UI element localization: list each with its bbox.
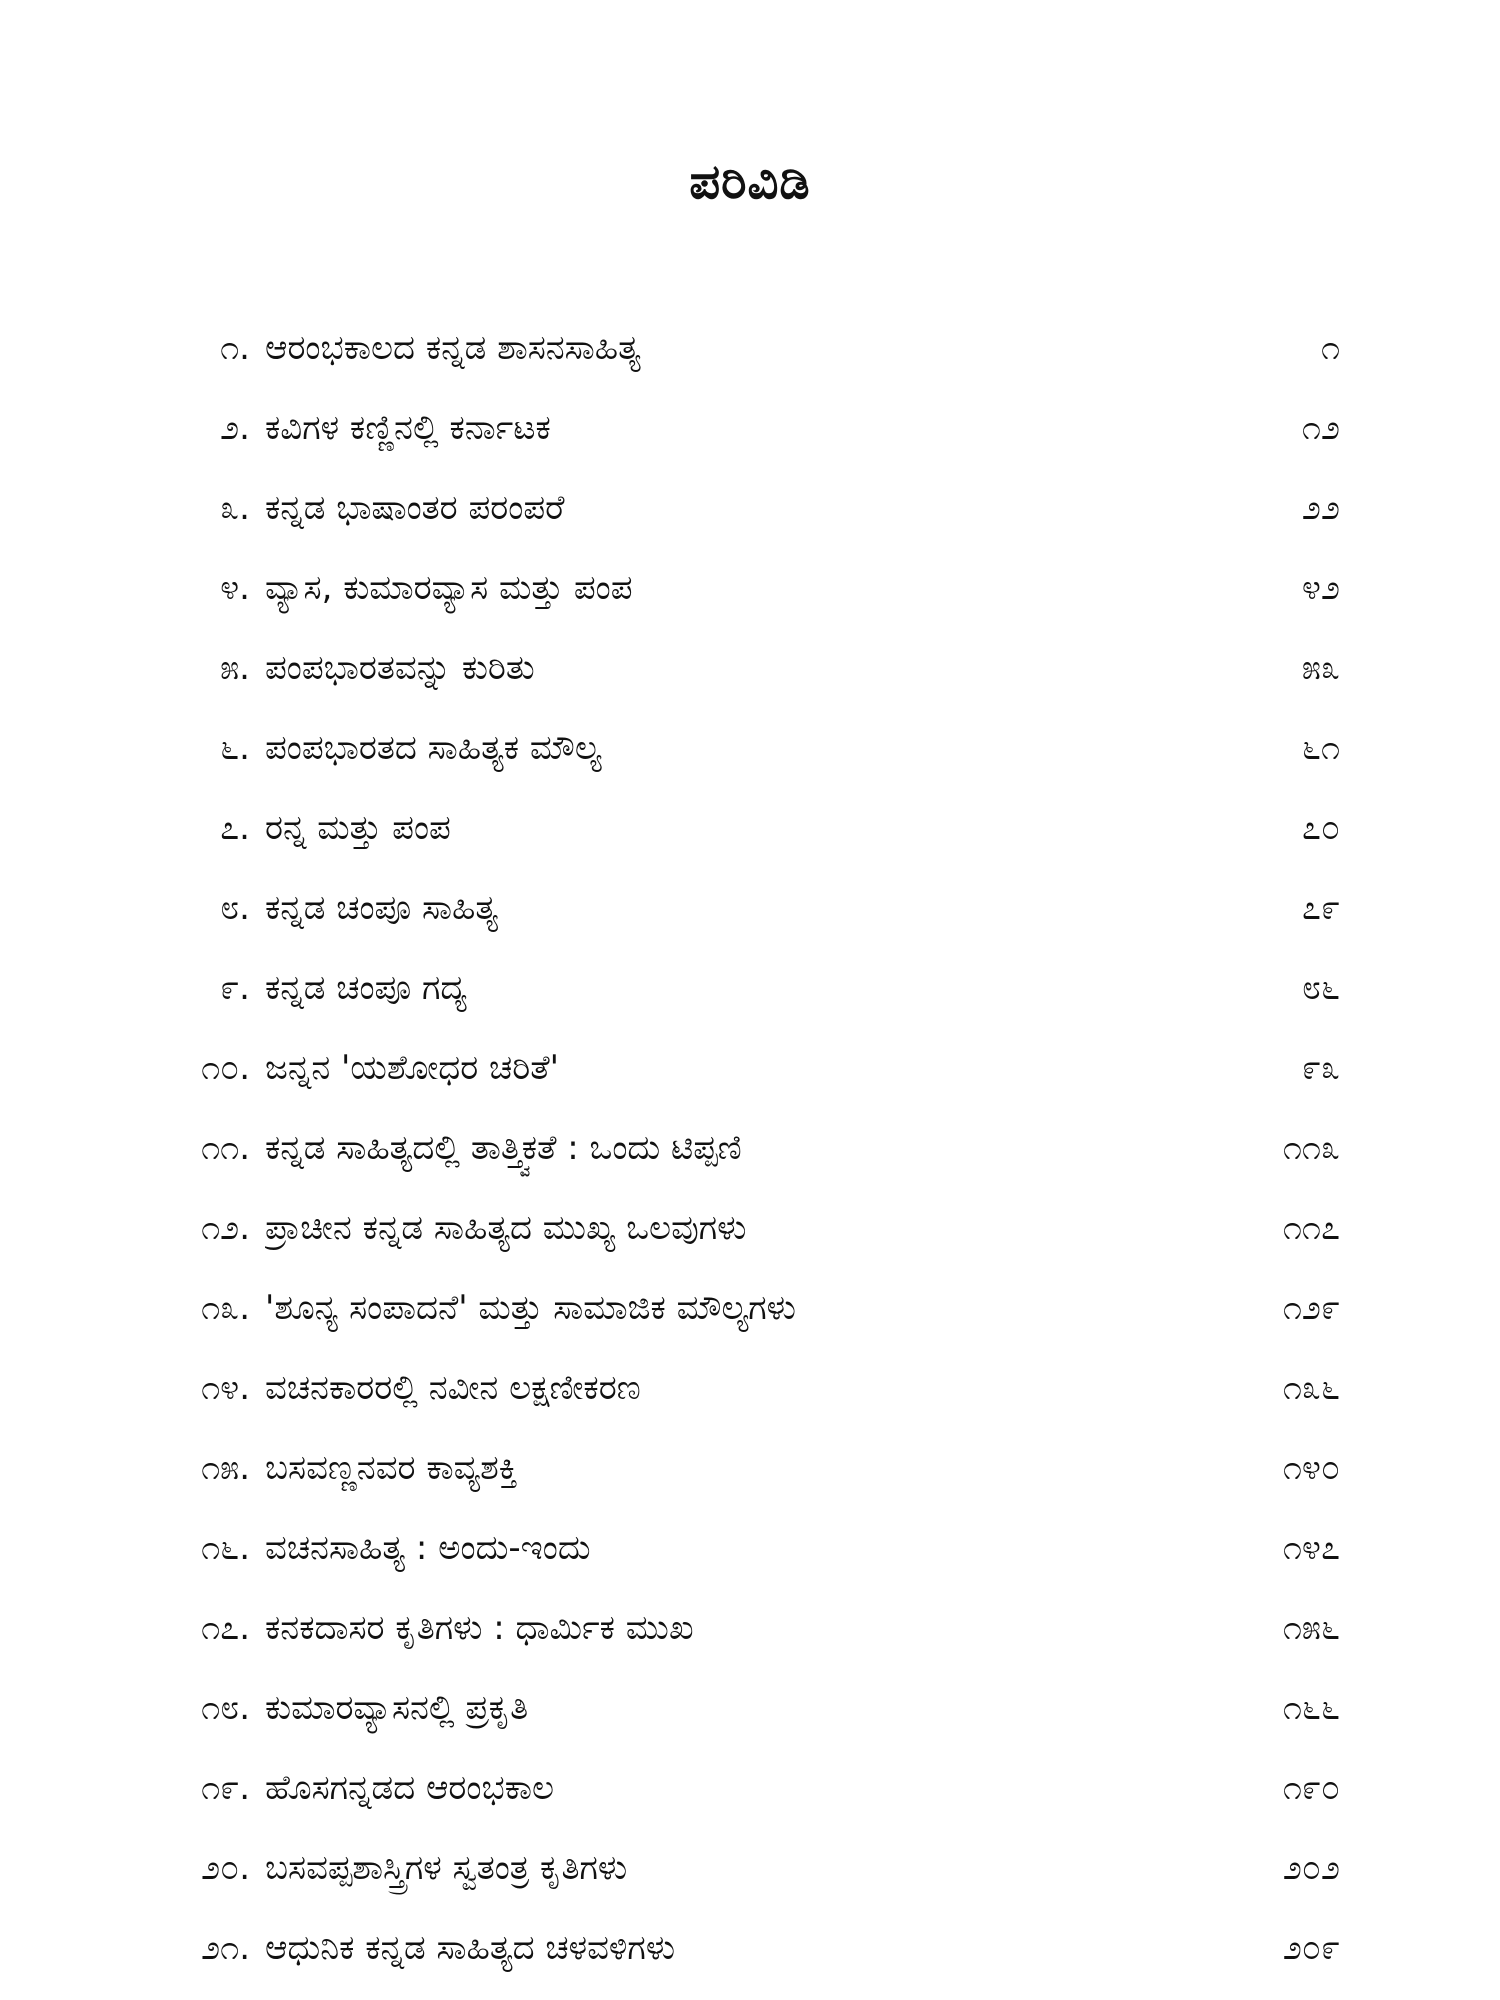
toc-entry-page: ೫೩ — [1301, 648, 1340, 688]
toc-entry-title: ಕವಿಗಳ ಕಣ್ಣಿನಲ್ಲಿ ಕರ್ನಾಟಕ — [265, 408, 551, 448]
toc-entry-title: ವಚನಕಾರರಲ್ಲಿ ನವೀನ ಲಕ್ಷಣೀಕರಣ — [265, 1368, 641, 1408]
toc-entry-number: ೨೦. — [201, 1848, 250, 1888]
toc-entry-page: ೨೦೯ — [1282, 1928, 1340, 1968]
toc-entry-number: ೨೧. — [201, 1928, 250, 1968]
toc-entry-page: ೧೪೭ — [1282, 1528, 1340, 1568]
toc-entry — [0, 1028, 1500, 1108]
toc-entry-number: ೧೩. — [201, 1288, 250, 1328]
toc-entry-number: ೧೯. — [201, 1768, 250, 1808]
toc-entry-page: ೭೦ — [1301, 808, 1340, 848]
toc-entry — [0, 1428, 1500, 1508]
toc-entry — [0, 1508, 1500, 1588]
toc-entry — [0, 628, 1500, 708]
toc-entry-number: ೬. — [220, 728, 250, 768]
toc-entry-page: ೧೯೦ — [1282, 1768, 1340, 1808]
toc-entry-number: ೯. — [220, 968, 250, 1008]
toc-entry-number: ೧೪. — [201, 1368, 250, 1408]
table-of-contents — [0, 308, 1500, 1988]
toc-entry — [0, 948, 1500, 1028]
toc-entry-number: ೧೮. — [201, 1688, 250, 1728]
toc-entry-page: ೨೨ — [1301, 488, 1340, 528]
toc-entry-number: ೧೭. — [201, 1608, 250, 1648]
toc-entry-title: ಪಂಪಭಾರತವನ್ನು ಕುರಿತು — [265, 648, 535, 688]
toc-entry-page: ೧೧೩ — [1282, 1128, 1340, 1168]
toc-entry-title: ವ್ಯಾಸ, ಕುಮಾರವ್ಯಾಸ ಮತ್ತು ಪಂಪ — [265, 568, 633, 608]
toc-entry — [0, 548, 1500, 628]
toc-entry-title: ಕನ್ನಡ ಚಂಪೂ ಗದ್ಯ — [265, 968, 468, 1008]
toc-entry-number: ೨. — [220, 408, 250, 448]
toc-entry — [0, 1268, 1500, 1348]
toc-entry-title: ಬಸವಪ್ಪಶಾಸ್ತ್ರಿಗಳ ಸ್ವತಂತ್ರ ಕೃತಿಗಳು — [265, 1848, 628, 1888]
toc-entry — [0, 468, 1500, 548]
toc-entry-title: ಪಂಪಭಾರತದ ಸಾಹಿತ್ಯಕ ಮೌಲ್ಯ — [265, 728, 602, 768]
toc-entry-page: ೧೩೬ — [1282, 1368, 1340, 1408]
toc-entry-title: 'ಶೂನ್ಯ ಸಂಪಾದನೆ' ಮತ್ತು ಸಾಮಾಜಿಕ ಮೌಲ್ಯಗಳು — [265, 1288, 796, 1328]
toc-entry-title: ಕನ್ನಡ ಭಾಷಾಂತರ ಪರಂಪರೆ — [265, 488, 565, 528]
toc-entry-number: ೩. — [220, 488, 250, 528]
toc-entry-page: ೧೪೦ — [1282, 1448, 1340, 1488]
toc-entry-page: ೧೨ — [1301, 408, 1340, 448]
toc-entry-number: ೧೧. — [201, 1128, 250, 1168]
toc-entry-number: ೧. — [220, 328, 250, 368]
toc-entry-title: ಬಸವಣ್ಣನವರ ಕಾವ್ಯಶಕ್ತಿ — [265, 1448, 518, 1488]
toc-entry-number: ೧೦. — [201, 1048, 250, 1088]
page-title: ಪರಿವಿಡಿ — [689, 154, 811, 210]
toc-entry-title: ಆಧುನಿಕ ಕನ್ನಡ ಸಾಹಿತ್ಯದ ಚಳವಳಿಗಳು — [265, 1928, 676, 1968]
toc-entry-page: ೪೨ — [1301, 568, 1340, 608]
toc-entry — [0, 1828, 1500, 1908]
toc-entry — [0, 708, 1500, 788]
toc-entry-page: ೧ — [1320, 328, 1340, 368]
toc-entry — [0, 1908, 1500, 1988]
toc-entry-page: ೯೩ — [1301, 1048, 1340, 1088]
toc-entry-title: ಕನ್ನಡ ಸಾಹಿತ್ಯದಲ್ಲಿ ತಾತ್ತ್ವಿಕತೆ : ಒಂದು ಟಿಪ್ಪಣಿ — [265, 1128, 742, 1168]
toc-entry — [0, 308, 1500, 388]
toc-entry-title: ಪ್ರಾಚೀನ ಕನ್ನಡ ಸಾಹಿತ್ಯದ ಮುಖ್ಯ ಒಲವುಗಳು — [265, 1208, 747, 1248]
toc-entry-number: ೧೬. — [201, 1528, 250, 1568]
toc-entry-page: ೭೯ — [1301, 888, 1340, 928]
toc-entry-page: ೮೬ — [1301, 968, 1340, 1008]
toc-entry-number: ೪. — [220, 568, 250, 608]
toc-entry-title: ರನ್ನ ಮತ್ತು ಪಂಪ — [265, 808, 451, 848]
toc-entry-page: ೨೦೨ — [1282, 1848, 1340, 1888]
toc-entry — [0, 1748, 1500, 1828]
toc-entry-title: ಹೊಸಗನ್ನಡದ ಆರಂಭಕಾಲ — [265, 1768, 555, 1808]
toc-entry — [0, 1668, 1500, 1748]
toc-entry-title: ಜನ್ನನ 'ಯಶೋಧರ ಚರಿತೆ' — [265, 1048, 559, 1088]
toc-entry-page: ೬೧ — [1301, 728, 1340, 768]
toc-entry-number: ೮. — [220, 888, 250, 928]
toc-entry-page: ೧೨೯ — [1282, 1288, 1340, 1328]
toc-entry — [0, 868, 1500, 948]
toc-entry-title: ಆರಂಭಕಾಲದ ಕನ್ನಡ ಶಾಸನಸಾಹಿತ್ಯ — [265, 328, 641, 368]
toc-entry — [0, 388, 1500, 468]
toc-entry — [0, 1108, 1500, 1188]
toc-entry-page: ೧೫೬ — [1282, 1608, 1340, 1648]
toc-entry — [0, 788, 1500, 868]
toc-entry-title: ಕನ್ನಡ ಚಂಪೂ ಸಾಹಿತ್ಯ — [265, 888, 499, 928]
toc-entry-page: ೧೧೭ — [1282, 1208, 1340, 1248]
toc-entry-number: ೧೨. — [201, 1208, 250, 1248]
toc-entry-title: ಕುಮಾರವ್ಯಾಸನಲ್ಲಿ ಪ್ರಕೃತಿ — [265, 1688, 529, 1728]
toc-entry-title: ಕನಕದಾಸರ ಕೃತಿಗಳು : ಧಾರ್ಮಿಕ ಮುಖ — [265, 1608, 694, 1648]
toc-entry-number: ೭. — [220, 808, 250, 848]
toc-entry-number: ೫. — [220, 648, 250, 688]
toc-entry-title: ವಚನಸಾಹಿತ್ಯ : ಅಂದು-ಇಂದು — [265, 1528, 591, 1568]
toc-entry — [0, 1588, 1500, 1668]
toc-entry-page: ೧೬೬ — [1282, 1688, 1340, 1728]
toc-entry-number: ೧೫. — [201, 1448, 250, 1488]
toc-entry — [0, 1348, 1500, 1428]
toc-entry — [0, 1188, 1500, 1268]
